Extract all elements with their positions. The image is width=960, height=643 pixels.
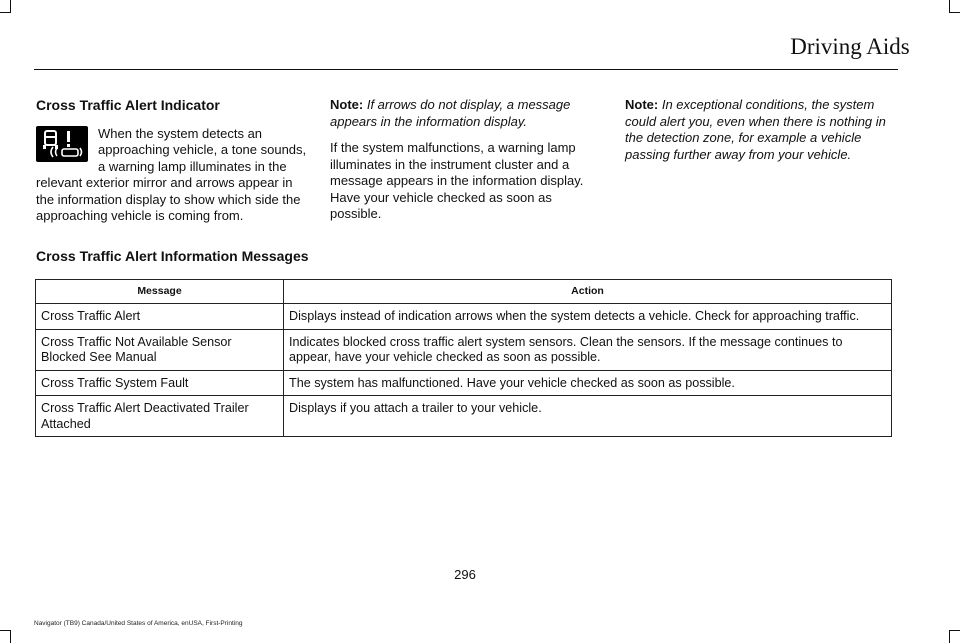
crop-mark-bottom-left-v	[10, 630, 11, 643]
header-rule	[34, 69, 898, 70]
malfunction-paragraph: If the system malfunctions, a warning lamp illuminates in the instrument cluster and a message appears in the information display. Have your vehicle checked as soon as possible.	[330, 140, 584, 221]
page-number: 296	[454, 567, 476, 582]
section-title: Driving Aids	[790, 34, 910, 59]
crop-mark-bottom-right-h	[949, 630, 960, 631]
crop-mark-bottom-right-v	[949, 630, 950, 643]
column-1	[36, 97, 308, 235]
crop-mark-top-left-h	[0, 12, 11, 13]
message-cell: Cross Traffic Alert	[36, 304, 284, 330]
cross-traffic-alert-indicator-icon	[36, 126, 88, 162]
note-label: Note:	[625, 97, 659, 112]
column-2	[330, 97, 598, 233]
note-text: In exceptional conditions, the system could alert you, even when there is nothing in the detection zone, for example a vehicle passing further away from your vehicle.	[625, 97, 886, 162]
action-cell: The system has malfunctioned. Have your vehicle checked as soon as possible.	[284, 370, 892, 396]
table-row	[36, 396, 892, 437]
note-text: If arrows do not display, a message appears in the information display.	[330, 97, 571, 129]
action-cell: Displays if you attach a trailer to your vehicle.	[284, 396, 892, 437]
table-row	[36, 304, 892, 330]
crop-mark-top-right-h	[949, 12, 960, 13]
section-heading: Cross Traffic Alert Indicator	[36, 97, 220, 113]
indicator-description: When the system detects an approaching vehicle, a tone sounds, a warning lamp illuminates in the relevant exterior mirror and arrows appear in the information display to show which side the approaching vehicle is coming from.	[36, 125, 307, 223]
table-heading: Cross Traffic Alert Information Messages	[36, 248, 309, 264]
action-cell: Indicates blocked cross traffic alert system sensors. Clean the sensors. If the message continues to appear, have your vehicle checked as soon as possible.	[284, 329, 892, 370]
note-label: Note:	[330, 97, 364, 112]
message-cell: Cross Traffic System Fault	[36, 370, 284, 396]
table-row	[36, 329, 892, 370]
action-cell: Displays instead of indication arrows when the system detects a vehicle. Check for approaching traffic.	[284, 304, 892, 330]
table-header-row	[36, 280, 892, 304]
message-cell: Cross Traffic Not Available Sensor Blocked See Manual	[36, 329, 284, 370]
column-3	[625, 97, 895, 173]
page-header	[0, 34, 930, 60]
column-header-message: Message	[36, 280, 284, 304]
footer-text: Navigator (TB9) Canada/United States of America, enUSA, First-Printing	[34, 620, 243, 627]
crop-mark-bottom-left-h	[0, 630, 11, 631]
table-row	[36, 370, 892, 396]
messages-table	[35, 279, 892, 437]
column-header-action: Action	[284, 280, 892, 304]
message-cell: Cross Traffic Alert Deactivated Trailer Attached	[36, 396, 284, 437]
note	[330, 97, 598, 130]
note	[625, 97, 895, 163]
